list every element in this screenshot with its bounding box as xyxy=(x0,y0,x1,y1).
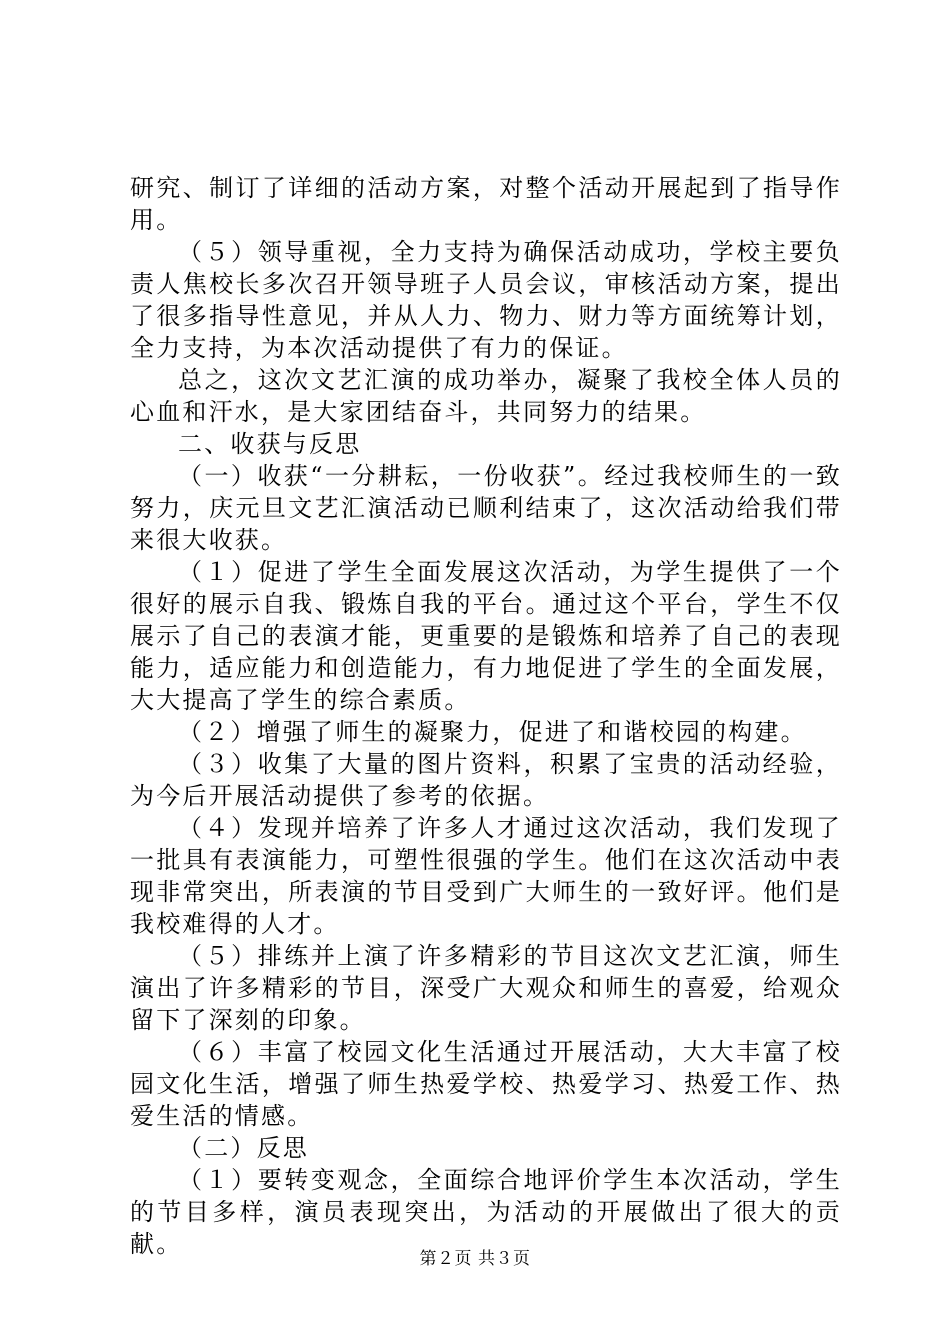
section-heading-harvest-reflection: 二、收获与反思 xyxy=(178,430,362,458)
paragraph-harvest-4: （４）发现并培养了许多人才通过这次活动，我们发现了一批具有表演能力，可塑性很强的学生。他们在这次活动中表现非常突出，所表演的节目受到广大师生的一致好评。他们是我校难得的人才。 xyxy=(130,814,842,938)
subheading-reflection: （二）反思 xyxy=(178,1134,309,1162)
document-body xyxy=(130,172,842,1260)
paragraph-summary: 总之，这次文艺汇演的成功举办，凝聚了我校全体人员的心血和汗水，是大家团结奋斗，共同努力的结果。 xyxy=(130,366,842,426)
paragraph-harvest-2: （２）增强了师生的凝聚力，促进了和谐校园的构建。 xyxy=(178,718,807,746)
paragraph-harvest-3: （３）收集了大量的图片资料，积累了宝贵的活动经验，为今后开展活动提供了参考的依据。 xyxy=(130,750,842,810)
paragraph-reflection-1: （１）要转变观念，全面综合地评价学生本次活动，学生的节目多样，演员表现突出，为活动的开展做出了很大的贡献。 xyxy=(130,1166,842,1258)
paragraph-continuation: 研究、制订了详细的活动方案，对整个活动开展起到了指导作用。 xyxy=(130,174,842,234)
paragraph-harvest-5: （５）排练并上演了许多精彩的节目这次文艺汇演，师生演出了许多精彩的节目，深受广大观众和师生的喜爱，给观众留下了深刻的印象。 xyxy=(130,942,842,1034)
paragraph-harvest-1: （１）促进了学生全面发展这次活动，为学生提供了一个很好的展示自我、锻炼自我的平台。通过这个平台，学生不仅展示了自己的表演才能，更重要的是锻炼和培养了自己的表现能力，适应能力和创造能力，有力地促进了学生的全面发展，大大提高了学生的综合素质。 xyxy=(130,558,842,714)
page-number-footer: 第２页 共３页 xyxy=(419,1249,531,1269)
paragraph-harvest-intro: （一）收获“一分耕耘，一份收获”。经过我校师生的一致努力，庆元旦文艺汇演活动已顺利结束了，这次活动给我们带来很大收获。 xyxy=(130,462,842,554)
paragraph-leadership-support: （５）领导重视，全力支持为确保活动成功，学校主要负责人焦校长多次召开领导班子人员会议，审核活动方案，提出了很多指导性意见，并从人力、物力、财力等方面统筹计划，全力支持，为本次活动提供了有力的保证。 xyxy=(130,238,842,362)
paragraph-harvest-6: （６）丰富了校园文化生活通过开展活动，大大丰富了校园文化生活，增强了师生热爱学校、热爱学习、热爱工作、热爱生活的情感。 xyxy=(130,1038,842,1130)
